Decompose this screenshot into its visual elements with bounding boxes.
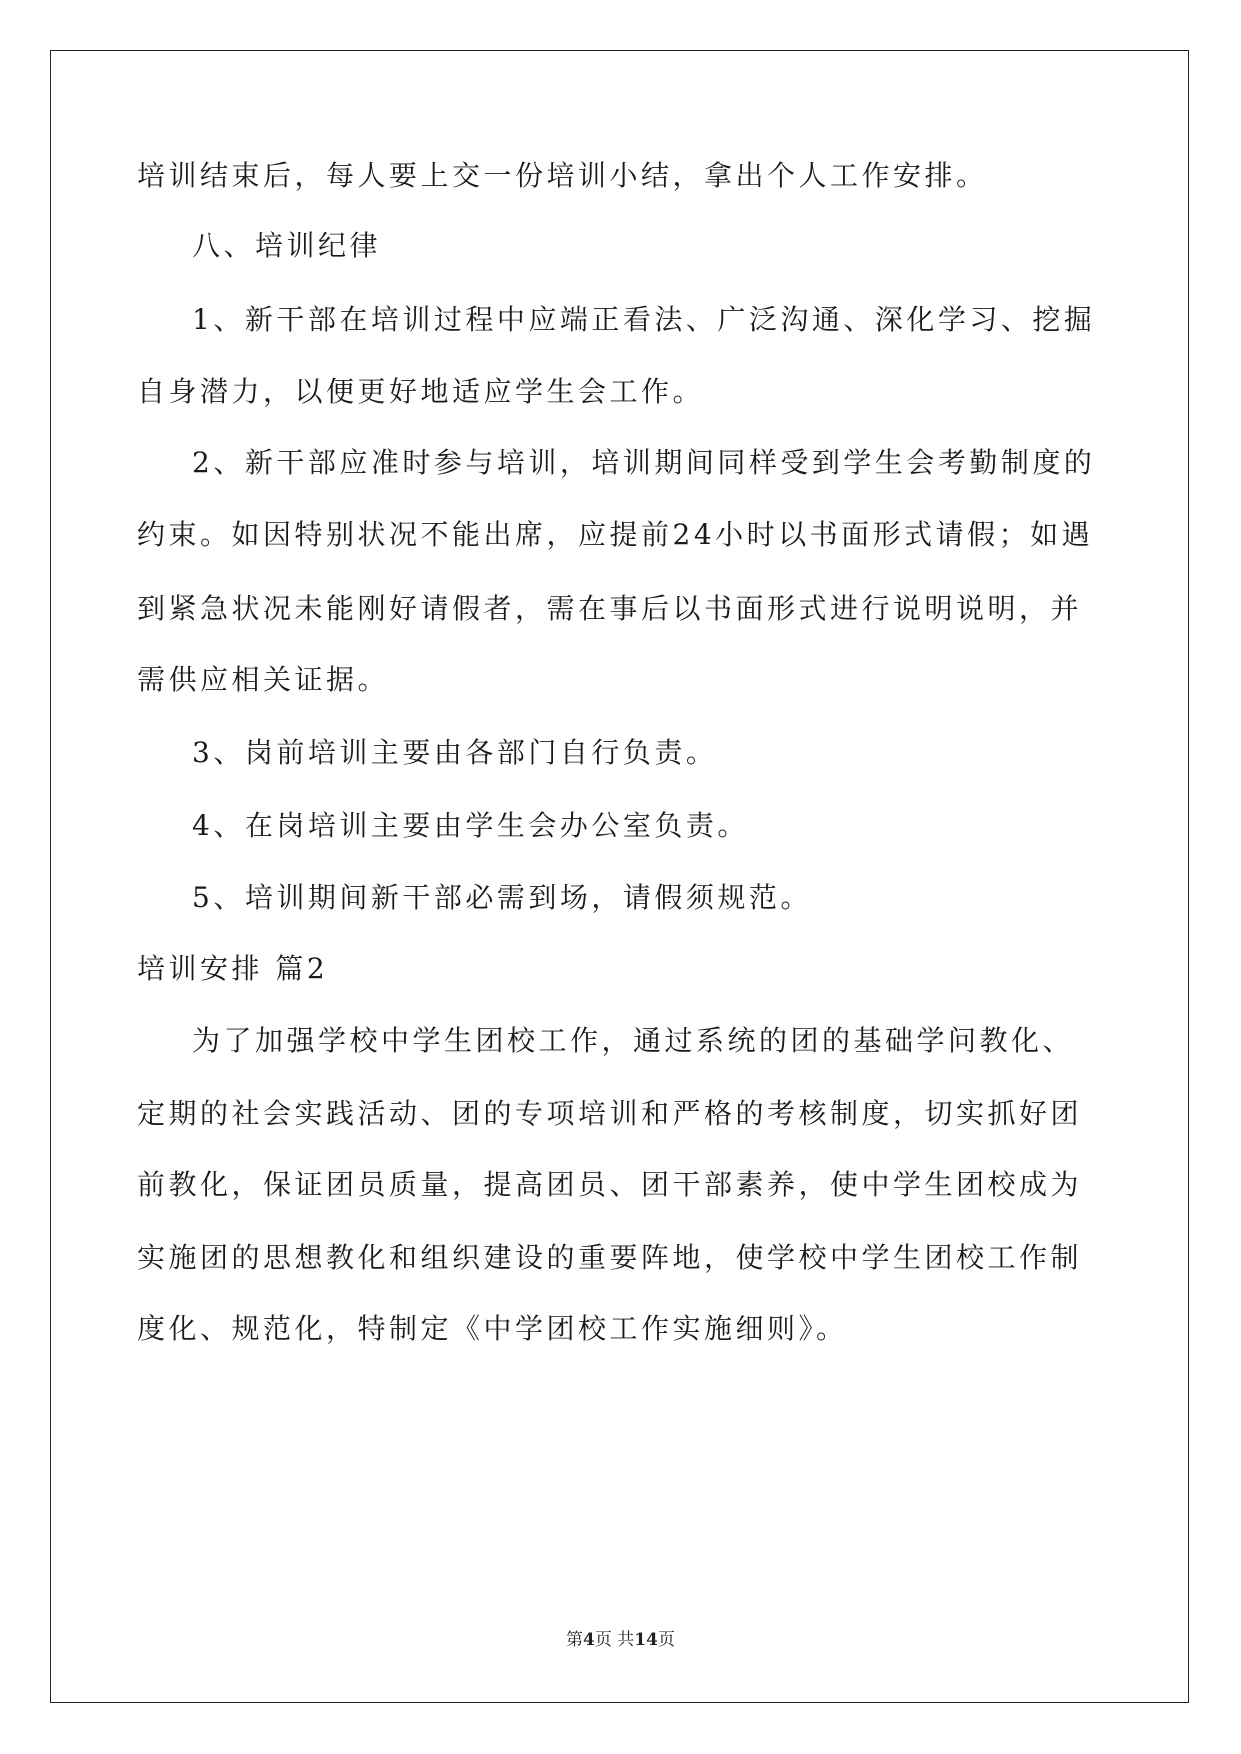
footer-middle: 页 共 <box>594 1630 635 1650</box>
text-line-13: 为了加强学校中学生团校工作，通过系统的团的基础学问教化、 <box>192 1024 1075 1057</box>
text-line-14: 定期的社会实践活动、团的专项培训和严格的考核制度，切实抓好团 <box>137 1097 1083 1130</box>
text-line-3: 1、新干部在培训过程中应端正看法、广泛沟通、深化学习、挖掘 <box>192 303 1096 336</box>
section-title-part2: 培训安排 篇2 <box>137 952 329 985</box>
footer-current-page: 4 <box>583 1630 595 1650</box>
text-line-9: 3、岗前培训主要由各部门自行负责。 <box>192 736 718 769</box>
footer-suffix: 页 <box>657 1630 675 1650</box>
text-line-1: 培训结束后，每人要上交一份培训小结，拿出个人工作安排。 <box>137 159 988 192</box>
text-line-11: 5、培训期间新干部必需到场，请假须规范。 <box>192 881 812 914</box>
page-border <box>50 50 1189 1703</box>
text-line-15: 前教化，保证团员质量，提高团员、团干部素养，使中学生团校成为 <box>137 1168 1083 1201</box>
page-footer <box>0 1625 1241 1650</box>
text-line-7: 到紧急状况未能刚好请假者，需在事后以书面形式进行说明说明，并 <box>137 592 1083 625</box>
section-heading-8: 八、培训纪律 <box>192 229 382 262</box>
text-line-17: 度化、规范化，特制定《中学团校工作实施细则》。 <box>137 1312 848 1345</box>
text-line-8: 需供应相关证据。 <box>137 663 390 696</box>
text-line-10: 4、在岗培训主要由学生会办公室负责。 <box>192 809 749 842</box>
footer-prefix: 第 <box>566 1630 584 1650</box>
text-line-4: 自身潜力，以便更好地适应学生会工作。 <box>137 375 705 408</box>
footer-total-pages: 14 <box>634 1630 658 1650</box>
text-line-6: 约束。如因特别状况不能出席，应提前24小时以书面形式请假；如遇 <box>137 518 1094 551</box>
text-line-16: 实施团的思想教化和组织建设的重要阵地，使学校中学生团校工作制 <box>137 1241 1083 1274</box>
text-line-5: 2、新干部应准时参与培训，培训期间同样受到学生会考勤制度的 <box>192 446 1096 479</box>
